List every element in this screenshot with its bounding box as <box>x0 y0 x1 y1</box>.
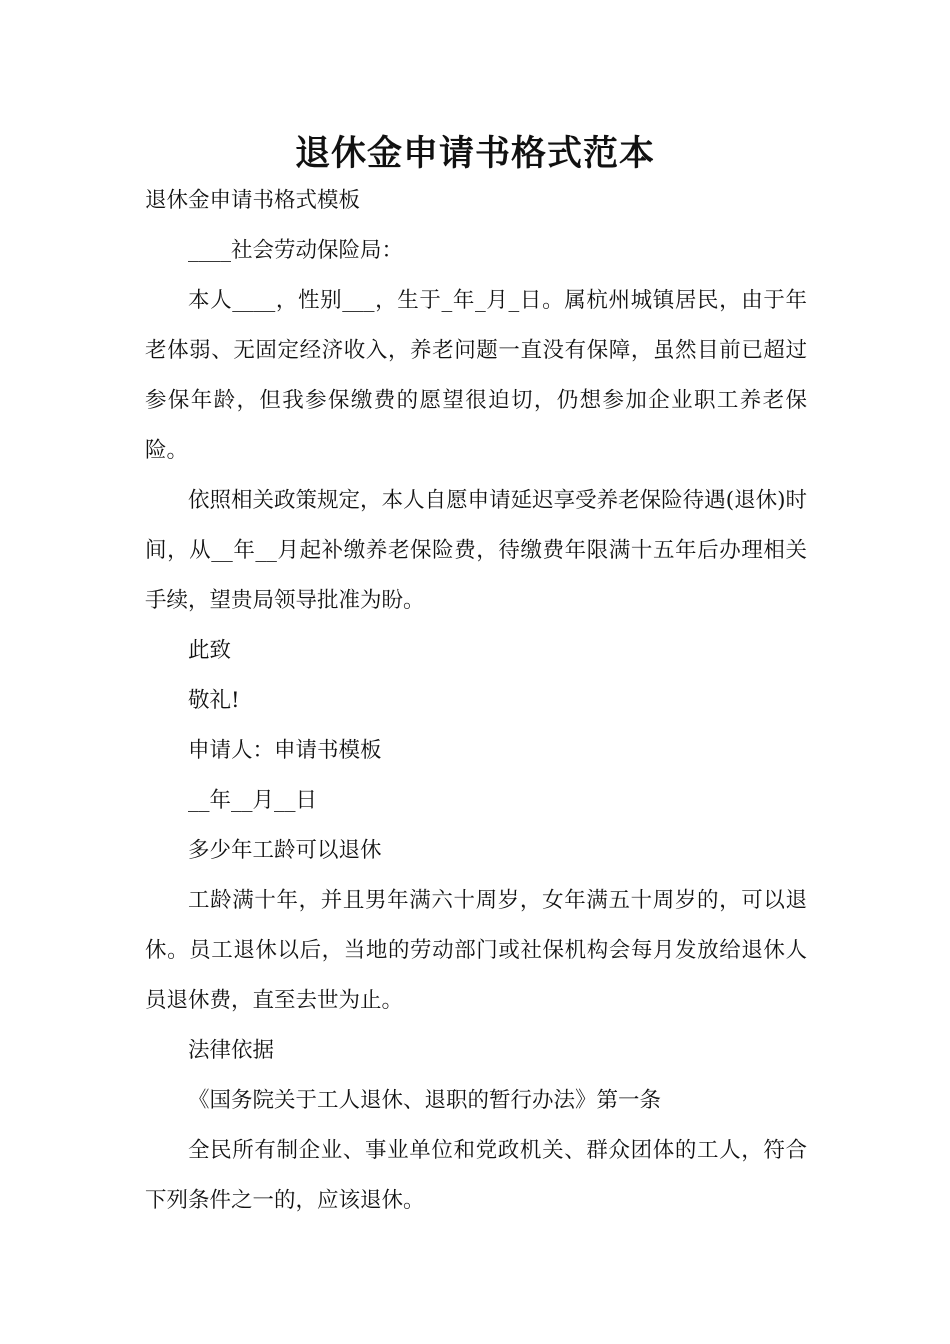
document-title: 退休金申请书格式范本 <box>294 134 655 174</box>
section-heading-legal-basis: 法律依据 <box>188 1038 275 1063</box>
body-paragraph-2: 依照相关政策规定，本人自愿申请延迟享受养老保险待遇(退休)时间，从__年__月起补缴养老保险费，待缴费年限满十五年后办理相关手续，望贵局领导批准为盼。 <box>145 488 807 613</box>
applicant-line: 申请人：申请书模板 <box>188 738 382 763</box>
body-paragraph-3: 工龄满十年，并且男年满六十周岁，女年满五十周岁的，可以退休。员工退休以后，当地的劳动部门或社保机构会每月发放给退休人员退休费，直至去世为止。 <box>145 888 807 1013</box>
body-paragraph-4: 全民所有制企业、事业单位和党政机关、群众团体的工人，符合下列条件之一的，应该退休。 <box>145 1138 807 1213</box>
body-paragraph-1: 本人____，性别___，生于_年_月_日。属杭州城镇居民，由于年老体弱、无固定经济收入，养老问题一直没有保障，虽然目前已超过参保年龄，但我参保缴费的愿望很迫切，仍想参加企业职工养老保险。 <box>145 288 807 463</box>
document-body <box>145 176 807 1226</box>
section-heading-retirement-years: 多少年工龄可以退休 <box>188 838 382 863</box>
addressee-paragraph: ____社会劳动保险局： <box>188 238 404 263</box>
legal-citation: 《国务院关于工人退休、退职的暂行办法》第一条 <box>188 1088 662 1113</box>
closing-respect: 敬礼! <box>188 688 240 713</box>
closing-salutation: 此致 <box>188 638 232 663</box>
subtitle-paragraph: 退休金申请书格式模板 <box>145 188 361 213</box>
date-line: __年__月__日 <box>188 788 318 813</box>
